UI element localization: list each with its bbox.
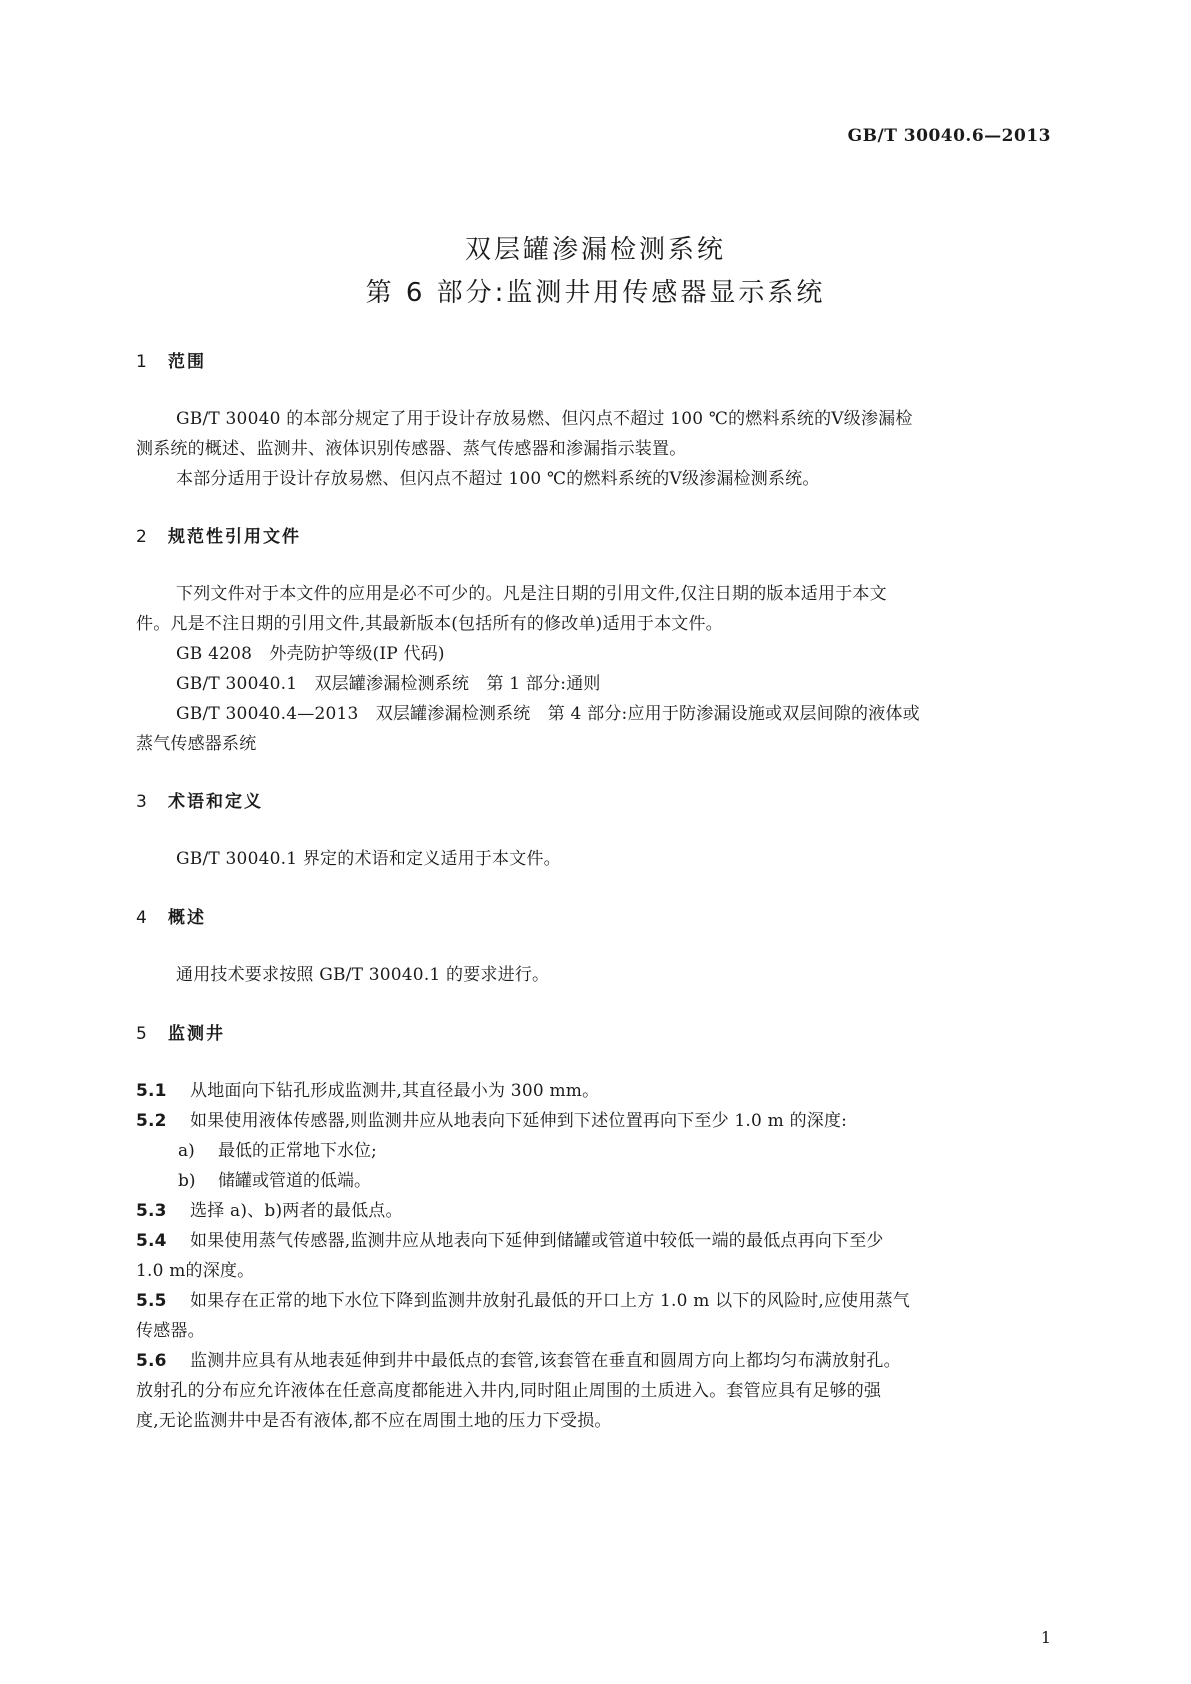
- section-title: 范围: [168, 352, 206, 372]
- scope-paragraph-line: 测系统的概述、监测井、液体识别传感器、蒸气传感器和渗漏指示装置。: [136, 439, 687, 459]
- section-1-heading: [136, 347, 206, 372]
- document-title-line1: 双层罐渗漏检测系统: [464, 235, 726, 265]
- clause-5-4-continuation: 1.0 m的深度。: [136, 1261, 255, 1281]
- clause-text: 如果存在正常的地下水位下降到监测井放射孔最低的开口上方 1.0 m 以下的风险时,应使用蒸气: [190, 1291, 910, 1311]
- document-code: GB/T 30040.6—2013: [847, 126, 1051, 146]
- clause-5-6: [136, 1346, 1056, 1371]
- clause-text: 监测井应具有从地表延伸到井中最低点的套管,该套管在垂直和圆周方向上都均匀布满放射孔。: [190, 1351, 901, 1371]
- clause-number: 5.1: [136, 1081, 167, 1101]
- clause-text: 从地面向下钻孔形成监测井,其直径最小为 300 mm。: [190, 1081, 600, 1101]
- scope-applicability-paragraph: 本部分适用于设计存放易燃、但闪点不超过 100 ℃的燃料系统的Ⅴ级渗漏检测系统。: [176, 469, 820, 489]
- clause-number: 5.5: [136, 1291, 167, 1311]
- clause-5-1: [136, 1076, 1056, 1101]
- section-number: 2: [136, 527, 147, 547]
- section-4-heading: [136, 903, 206, 928]
- scope-paragraph-line: GB/T 30040 的本部分规定了用于设计存放易燃、但闪点不超过 100 ℃的燃料系统的Ⅴ级渗漏检: [176, 409, 913, 429]
- clause-5-2: [136, 1106, 1056, 1131]
- section-title: 概述: [168, 908, 206, 928]
- clause-5-3: [136, 1196, 1056, 1221]
- overview-paragraph: 通用技术要求按照 GB/T 30040.1 的要求进行。: [176, 965, 550, 985]
- item-text: 储罐或管道的低端。: [218, 1171, 371, 1191]
- clause-5-5-continuation: 传感器。: [136, 1321, 205, 1341]
- section-number: 4: [136, 908, 147, 928]
- section-title: 规范性引用文件: [168, 527, 301, 547]
- section-number: 3: [136, 792, 147, 812]
- clause-5-2-item-b: [178, 1166, 371, 1191]
- reference-item: GB 4208 外壳防护等级(IP 代码): [176, 644, 445, 664]
- section-3-heading: [136, 787, 263, 812]
- clause-text: 如果使用蒸气传感器,监测井应从地表向下延伸到储罐或管道中较低一端的最低点再向下至少: [190, 1231, 884, 1251]
- references-intro-line: 件。凡是不注日期的引用文件,其最新版本(包括所有的修改单)适用于本文件。: [136, 614, 723, 634]
- clause-number: 5.4: [136, 1231, 167, 1251]
- section-5-heading: [136, 1019, 225, 1044]
- clause-number: 5.3: [136, 1201, 167, 1221]
- item-label: a): [178, 1141, 195, 1161]
- section-number: 5: [136, 1024, 147, 1044]
- references-intro-line: 下列文件对于本文件的应用是必不可少的。凡是注日期的引用文件,仅注日期的版本适用于本文: [176, 584, 887, 604]
- reference-item-continuation: 蒸气传感器系统: [136, 734, 257, 754]
- item-label: b): [178, 1171, 196, 1191]
- page-number: 1: [1040, 1628, 1051, 1647]
- clause-5-6-continuation: 放射孔的分布应允许液体在任意高度都能进入井内,同时阻止周围的土质进入。套管应具有足够的强: [136, 1381, 882, 1401]
- section-number: 1: [136, 352, 147, 372]
- clause-number: 5.2: [136, 1111, 167, 1131]
- clause-text: 如果使用液体传感器,则监测井应从地表向下延伸到下述位置再向下至少 1.0 m 的深度:: [190, 1111, 848, 1131]
- document-title-line2: 第 6 部分:监测井用传感器显示系统: [365, 278, 826, 308]
- section-title: 监测井: [168, 1024, 225, 1044]
- clause-text: 选择 a)、b)两者的最低点。: [190, 1201, 403, 1221]
- reference-item: GB/T 30040.1 双层罐渗漏检测系统 第 1 部分:通则: [176, 674, 601, 694]
- section-title: 术语和定义: [168, 792, 263, 812]
- clause-5-6-continuation: 度,无论监测井中是否有液体,都不应在周围土地的压力下受损。: [136, 1411, 612, 1431]
- reference-item: GB/T 30040.4—2013 双层罐渗漏检测系统 第 4 部分:应用于防渗漏设施或双层间隙的液体或: [176, 704, 920, 724]
- section-2-heading: [136, 522, 301, 547]
- clause-5-4: [136, 1226, 1056, 1251]
- clause-5-2-item-a: [178, 1136, 377, 1161]
- item-text: 最低的正常地下水位;: [218, 1141, 377, 1161]
- terms-paragraph: GB/T 30040.1 界定的术语和定义适用于本文件。: [176, 849, 561, 869]
- clause-5-5: [136, 1286, 1056, 1311]
- clause-number: 5.6: [136, 1351, 167, 1371]
